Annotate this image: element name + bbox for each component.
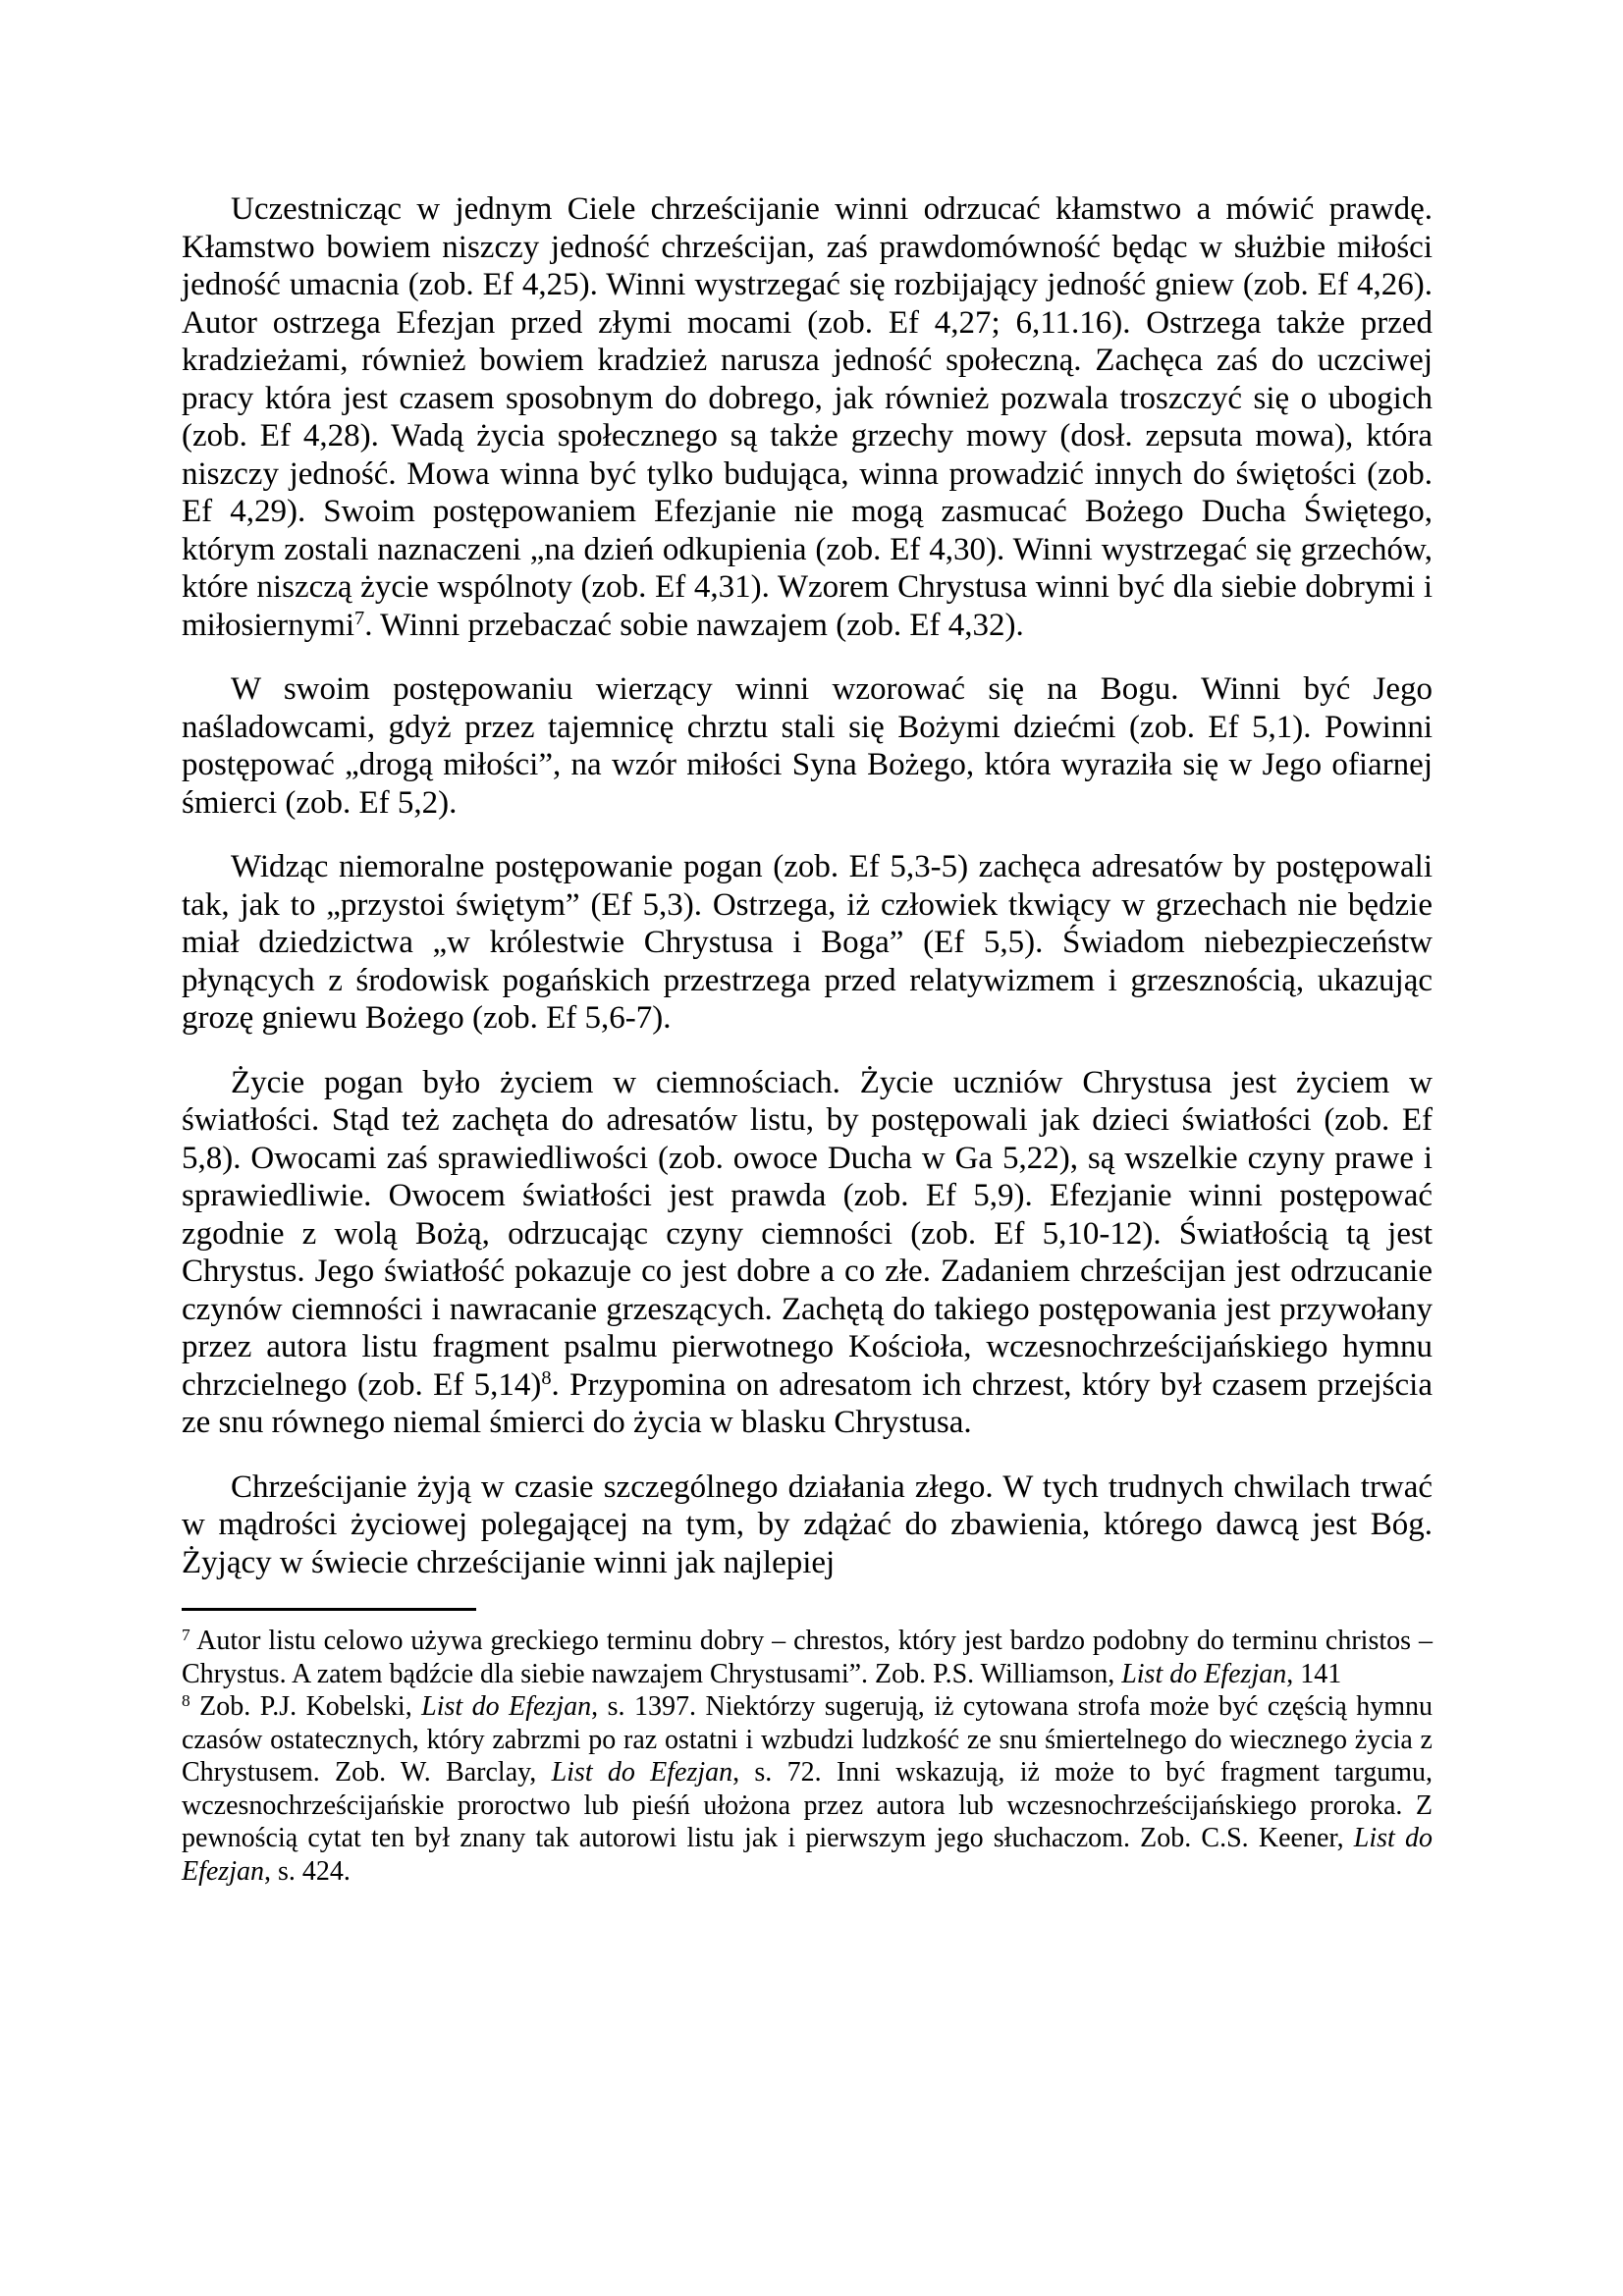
footnote <box>182 1625 1433 1690</box>
text-segment: Widząc niemoralne postępowanie pogan (zob. Ef 5,3-5) zachęca adresatów by postępowali tak, jak to „przystoi świętym” (Ef 5,3). Ostrzega, iż człowiek tkwiący w grzechach nie będzie miał dziedzictwa „w królestwie Chrystusa i Boga” (Ef 5,5). Świadom niebezpieczeństw płynących z środowisk pogańskich przestrzega przed relatywizmem i grzesznością, ukazując grozę gniewu Bożego (zob. Ef 5,6-7). <box>182 849 1433 1036</box>
text-segment: . Przypomina on adresatom ich chrzest, który był czasem przejścia ze snu równego niemal śmierci do życia w blasku Chrystusa. <box>182 1366 1433 1440</box>
text-segment: . Winni przebaczać sobie nawzajem (zob. Ef 4,32). <box>364 607 1024 643</box>
text-block <box>182 190 1433 1888</box>
text-segment: , s. 1397. Niektórzy sugerują, iż cytowana strofa może być częścią hymnu czasów ostatecznych, który zabrzmi po raz ostatni i wzbudzi ludzkość ze snu śmiertelnego do wiecznego życia z Chrystusem. Zob. W. Barclay, <box>182 1691 1433 1788</box>
footnote-ref-8: 8 <box>541 1367 552 1390</box>
text-segment: Autor listu celowo używa greckiego terminu dobry – chrestos, który jest bardzo podobny do terminu christos – Chrystus. A zatem bądźcie dla siebie nawzajem Chrystusami”. Zob. P.S. Williamson, <box>182 1626 1433 1689</box>
text-segment: Uczestnicząc w jednym Ciele chrześcijanie winni odrzucać kłamstwo a mówić prawdę. Kłamstwo bowiem niszczy jedność chrześcijan, zaś prawdomówność będąc w służbie miłości jedność umacnia (zob. Ef 4,25). Winni wystrzegać się rozbijający jedność gniew (zob. Ef 4,26). Autor ostrzega Efezjan przed złymi mocami (zob. Ef 4,27; 6,11.16). Ostrzega także przed kradzieżami, również bowiem kradzież narusza jedność społeczną. Zachęca zaś do uczciwej pracy która jest czasem sposobnym do dobrego, jak również pozwala troszczyć się o ubogich (zob. Ef 4,28). Wadą życia społecznego są także grzechy mowy (dosł. zepsuta mowa), która niszczy jedność. Mowa winna być tylko budująca, winna prowadzić innych do świętości (zob. Ef 4,29). Swoim postępowaniem Efezjanie nie mogą zasmucać Bożego Ducha Świętego, którym zostali naznaczeni „na dzień odkupienia (zob. Ef 4,30). Winni wystrzegać się grzechów, które niszczą życie wspólnoty (zob. Ef 4,31). Wzorem Chrystusa winni być dla siebie dobrymi i miłosiernymi <box>182 191 1433 643</box>
text-segment: Zob. P.J. Kobelski, <box>189 1691 422 1722</box>
paragraph <box>182 848 1433 1038</box>
paragraph <box>182 670 1433 822</box>
body-paragraphs <box>182 190 1433 1581</box>
footnote-marker-7: 7 <box>182 1626 190 1645</box>
text-segment: List do Efezjan <box>421 1691 592 1722</box>
footnote-ref-7: 7 <box>354 608 365 630</box>
text-segment: Życie pogan było życiem w ciemnościach. Życie uczniów Chrystusa jest życiem w światłości. Stąd też zachęta do adresatów listu, by postępowali jak dzieci światłości (zob. Ef 5,8). Owocami zaś sprawiedliwości (zob. owoce Ducha w Ga 5,22), są wszelkie czyny prawe i sprawiedliwie. Owocem światłości jest prawda (zob. Ef 5,9). Efezjanie winni postępować zgodnie z wolą Bożą, odrzucając czyny ciemności (zob. Ef 5,10-12). Światłością tą jest Chrystus. Jego światłość pokazuje co jest dobre a co złe. Zadaniem chrześcijan jest odrzucanie czynów ciemności i nawracanie grzeszących. Zachętą do takiego postępowania jest przywołany przez autora listu fragment psalmu pierwotnego Kościoła, wczesnochrześcijańskiego hymnu chrzcielnego (zob. Ef 5,14) <box>182 1064 1433 1403</box>
footnotes-section <box>182 1625 1433 1888</box>
text-segment: , s. 424. <box>264 1855 351 1887</box>
paragraph <box>182 1064 1433 1442</box>
text-segment: List do Efezjan <box>182 1823 1434 1887</box>
text-segment: , 141 <box>1286 1658 1342 1689</box>
footnote-separator <box>182 1608 476 1611</box>
paragraph <box>182 1468 1433 1582</box>
text-segment: , s. 72. Inni wskazują, iż może to być fragment targumu, wczesnochrześcijańskie proroctwo lub pieśń ułożona przez autora lub wczesnochrześcijańskiego proroka. Z pewnością cytat ten był znany tak autorowi listu jak i pierwszym jego słuchaczom. Zob. C.S. Keener, <box>182 1757 1433 1853</box>
footnote-marker-8: 8 <box>182 1691 190 1711</box>
text-segment: List do Efezjan <box>1121 1658 1287 1689</box>
text-segment: List do Efezjan <box>551 1757 733 1788</box>
paragraph <box>182 190 1433 644</box>
text-segment: Chrześcijanie żyją w czasie szczególnego działania złego. W tych trudnych chwilach trwać w mądrości życiowej polegającej na tym, by zdążać do zbawienia, którego dawcą jest Bóg. Żyjący w świecie chrześcijanie winni jak najlepiej <box>182 1468 1433 1580</box>
footnote <box>182 1690 1433 1888</box>
text-segment: W swoim postępowaniu wierzący winni wzorować się na Bogu. Winni być Jego naśladowcami, gdyż przez tajemnicę chrztu stali się Bożymi dziećmi (zob. Ef 5,1). Powinni postępować „drogą miłości”, na wzór miłości Syna Bożego, która wyraziła się w Jego ofiarnej śmierci (zob. Ef 5,2). <box>182 671 1433 821</box>
